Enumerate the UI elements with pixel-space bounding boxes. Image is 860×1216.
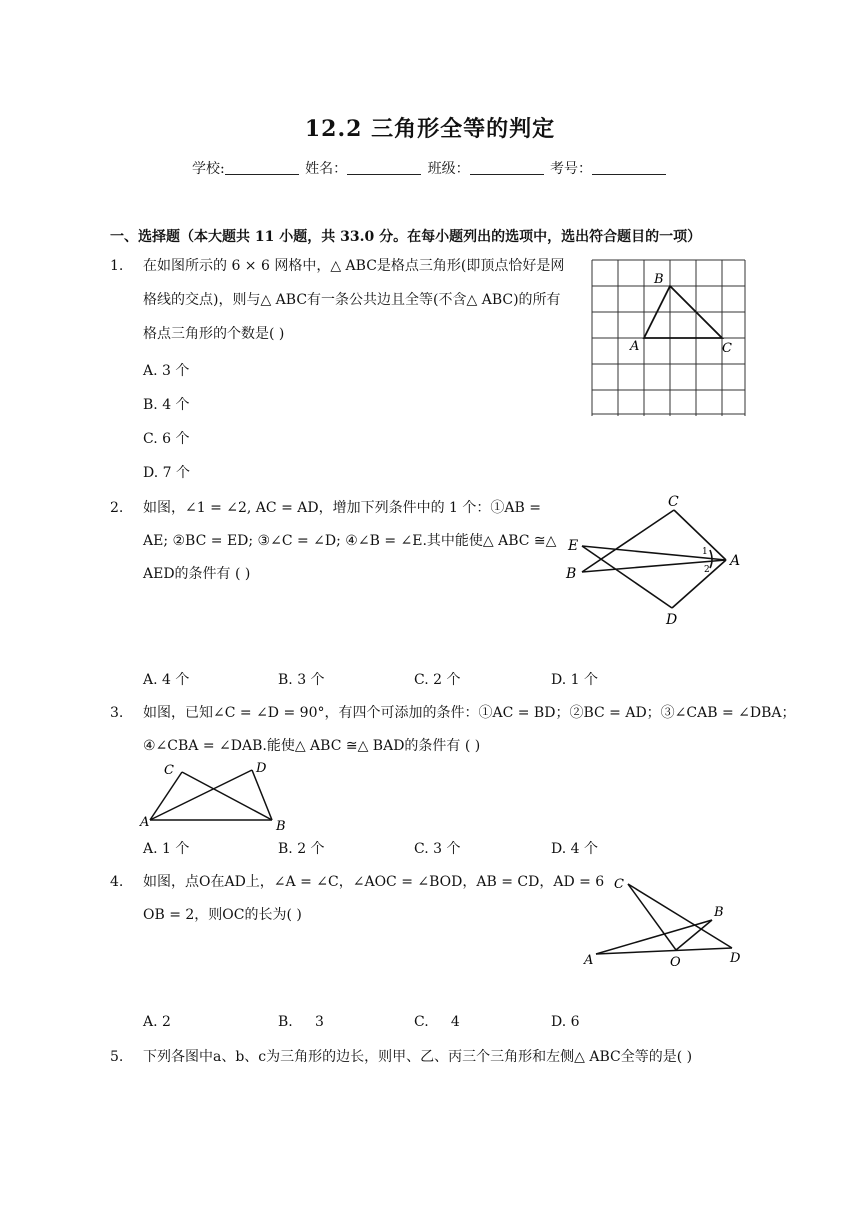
class-label: 班级： <box>427 161 470 177</box>
option-d[interactable]: D. 7 个 <box>143 465 190 481</box>
question-text-line: 格点三角形的个数是( ) <box>143 326 285 342</box>
label-a: A <box>584 953 594 968</box>
grid-triangle-figure <box>588 256 748 418</box>
option-b[interactable]: B. 2 个 <box>278 841 325 857</box>
option-a[interactable]: A. 3 个 <box>143 363 190 379</box>
option-c[interactable]: C. 4 <box>414 1014 460 1030</box>
quadrilateral-figure <box>560 490 760 630</box>
label-b: B <box>276 819 286 834</box>
option-c[interactable]: C. 3 个 <box>414 841 461 857</box>
vertex-label-b: B <box>654 272 664 287</box>
label-c: C <box>164 763 174 778</box>
two-right-triangles-figure <box>138 758 298 834</box>
label-d: D <box>730 951 741 966</box>
option-d[interactable]: D. 1 个 <box>551 672 598 688</box>
question-number: 5. <box>110 1049 124 1065</box>
question-text-line: AED的条件有 ( ) <box>143 566 251 582</box>
label-c: C <box>614 877 624 892</box>
name-blank[interactable] <box>347 160 421 175</box>
label-c: C <box>668 494 679 510</box>
question-text-line: OB = 2，则OC的长为( ) <box>143 907 302 923</box>
question-text-line: 如图，∠1 = ∠2, AC = AD，增加下列条件中的 1 个：①AB = <box>143 500 541 516</box>
question-number: 2. <box>110 500 124 516</box>
label-b: B <box>566 566 577 582</box>
question-number: 4. <box>110 874 124 890</box>
option-d[interactable]: D. 6 <box>551 1014 580 1030</box>
question-text-line: 格线的交点)，则与△ ABC有一条公共边且全等(不含△ ABC)的所有 <box>143 292 561 308</box>
option-a[interactable]: A. 4 个 <box>143 672 190 688</box>
option-b[interactable]: B. 4 个 <box>143 397 190 413</box>
school-label: 学校: <box>191 161 225 177</box>
question-text-line: 如图，点O在AD上，∠A = ∠C，∠AOC = ∠BOD，AB = CD，AD = 6 <box>143 874 605 890</box>
question-text-line: 在如图所示的 6 × 6 网格中，△ ABC是格点三角形(即顶点恰好是网 <box>143 258 565 274</box>
angle-label-2: 2 <box>704 565 710 575</box>
name-label: 姓名： <box>305 161 348 177</box>
question-text-line: 下列各图中a、b、c为三角形的边长，则甲、乙、丙三个三角形和左侧△ ABC全等的是( ) <box>143 1049 693 1065</box>
label-e: E <box>568 538 579 554</box>
option-d[interactable]: D. 4 个 <box>551 841 598 857</box>
label-d: D <box>666 612 678 628</box>
vertex-label-c: C <box>722 341 732 356</box>
option-b[interactable]: B. 3 个 <box>278 672 325 688</box>
label-b: B <box>714 905 724 920</box>
question-text-line: 如图，已知∠C = ∠D = 90°，有四个可添加的条件：①AC = BD；②BC = AD；③∠CAB = ∠DBA； <box>143 705 796 721</box>
label-a: A <box>140 815 150 830</box>
intersecting-triangles-figure <box>578 870 758 970</box>
label-d: D <box>256 761 267 776</box>
question-number: 1. <box>110 258 124 274</box>
section-heading: 一、选择题（本大题共 11 小题，共 33.0 分。在每小题列出的选项中，选出符合题目的一项） <box>110 229 702 245</box>
exam-no-blank[interactable] <box>592 160 666 175</box>
class-blank[interactable] <box>470 160 544 175</box>
angle-label-1: 1 <box>702 547 708 557</box>
exam-no-label: 考号： <box>550 161 593 177</box>
vertex-label-a: A <box>630 339 640 354</box>
question-text-line: ④∠CBA = ∠DAB.能使△ ABC ≅△ BAD的条件有 ( ) <box>143 738 481 754</box>
question-number: 3. <box>110 705 124 721</box>
option-c[interactable]: C. 6 个 <box>143 431 190 447</box>
label-a: A <box>730 553 741 569</box>
page-title: 12.2 三角形全等的判定 <box>304 116 556 142</box>
option-a[interactable]: A. 1 个 <box>143 841 190 857</box>
option-b[interactable]: B. 3 <box>278 1014 324 1030</box>
question-text-line: AE; ②BC = ED; ③∠C = ∠D; ④∠B = ∠E.其中能使△ ABC ≅△ <box>143 533 557 549</box>
option-c[interactable]: C. 2 个 <box>414 672 461 688</box>
student-info-line <box>0 158 860 178</box>
label-o: O <box>670 955 681 970</box>
option-a[interactable]: A. 2 <box>143 1014 171 1030</box>
school-blank[interactable] <box>225 160 299 175</box>
